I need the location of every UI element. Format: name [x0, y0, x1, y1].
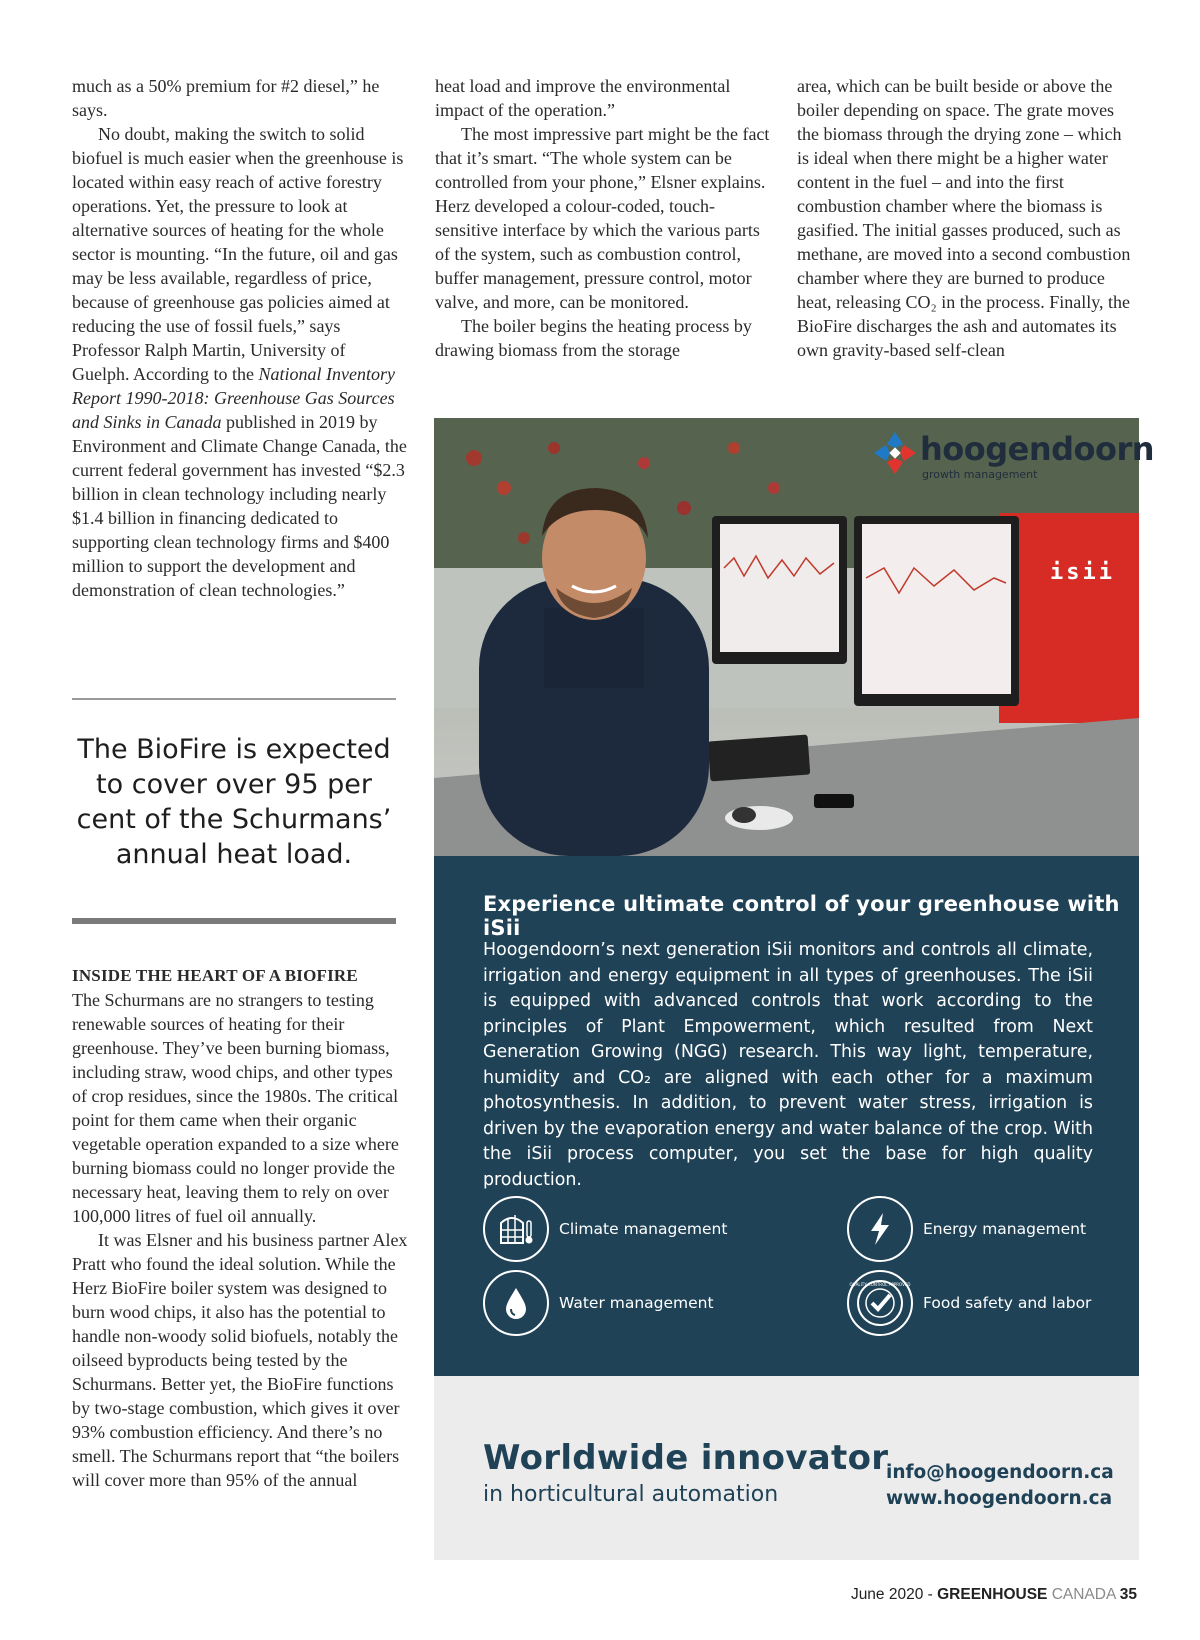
ad-headline: Experience ultimate control of your greenhouse with iSii — [483, 892, 1120, 940]
pullquote-top-rule — [72, 698, 396, 700]
pullquote-bottom-rule — [72, 918, 396, 924]
logo-name: hoogendoorn — [920, 430, 1155, 468]
article-column-3 — [797, 74, 1137, 362]
feature-label: Energy management — [923, 1220, 1087, 1238]
article-column-1 — [72, 74, 407, 602]
pullquote: The BioFire is expected to cover over 95 per cent of the Schurmans’ annual heat load. — [76, 734, 392, 870]
logo-tagline: growth management — [922, 468, 1038, 481]
feature-water — [483, 1270, 714, 1336]
paragraph: heat load and improve the environmental impact of the operation.” — [435, 76, 731, 120]
page-footer — [851, 1586, 1137, 1604]
water-drop-icon — [483, 1270, 549, 1336]
quality-seal-icon — [847, 1270, 913, 1336]
report-title: National Inventory Report 1990-2018: Greenhouse Gas Sources and Sinks in Canada — [72, 364, 395, 432]
isii-brand-mark: isii — [1050, 560, 1115, 585]
hoogendoorn-logo-icon — [872, 430, 918, 476]
footer-date: June 2020 - — [850, 1586, 938, 1603]
ad-info-panel — [434, 856, 1139, 1376]
paragraph: area, which can be built beside or above the boiler depending on space. The grate moves the biomass through the drying zone – which is ideal when there might be a higher water content in the fuel – and into the first combustion chamber where the biomass is gasified. The initial gasses produced, such as methane, are moved into a second combustion chamber where they are burned to produce heat, releasing CO₂ in the process. Finally, the BioFire discharges the ash and automates its own gravity-based self-clean — [797, 76, 1131, 360]
feature-label: Food safety and labor — [923, 1294, 1092, 1312]
greenhouse-thermometer-icon — [483, 1196, 549, 1262]
paragraph: The most impressive part might be the fact that it’s smart. “The whole system can be controlled from your phone,” Elsner explains. Herz developed a colour-coded, touch-sensitive interface by which the various parts of the system, such as combustion control, buffer management, pressure control, motor valve, and more, can be monitored. — [435, 124, 770, 312]
ad-body-text: Hoogendoorn’s next generation iSii monitors and controls all climate, irrigation and energy equipment in all types of greenhouses. The iSii is equipped with advanced controls that work according to the principles of Plant Empowerment, which resulted from Next Generation Growing (NGG) research. This way light, temperature, humidity and CO₂ are aligned with each other for a maximum photosynthesis. In addition, to prevent water stress, irrigation is driven by the evaporation energy and water balance of the crop. With the iSii process computer, you set the base for high quality production. — [483, 940, 1093, 1190]
article-column-1-section — [72, 964, 412, 1492]
footer-magazine-light: CANADA — [1051, 1586, 1116, 1603]
paragraph: much as a 50% premium for #2 diesel,” he says. — [72, 76, 380, 120]
paragraph — [72, 122, 407, 602]
feature-food-safety — [847, 1270, 1091, 1336]
paragraph-text: No doubt, making the switch to solid biofuel is much easier when the greenhouse is located within easy reach of active forestry operations. Yet, the pressure to look at alternative sources of heating for the whole sector is mounting. “In the future, oil and gas may be less available, regardless of price, because of greenhouse gas policies aimed at reducing the use of fossil fuels,” says Professor Ralph Martin, University of Guelph. According to the — [72, 124, 404, 384]
ad-contact-panel — [434, 1376, 1139, 1560]
feature-label: Water management — [559, 1294, 714, 1312]
ad-tagline: Worldwide innovator — [483, 1438, 889, 1478]
feature-climate — [483, 1196, 727, 1262]
ad-photo — [434, 418, 1155, 856]
paragraph: The boiler begins the heating process by drawing biomass from the storage — [435, 316, 752, 360]
contact-email[interactable]: info@hoogendoorn.ca — [886, 1462, 1114, 1483]
paragraph: The Schurmans are no strangers to testing renewable sources of heating for their greenhouse. They’ve been burning biomass, including straw, wood chips, and other types of crop residues, since the 1980s. The critical point for them came when their organic vegetable operation expanded to a size where burning biomass could no longer provide the necessary heat, leaving them to rely on over 100,000 litres of fuel oil annually. — [72, 990, 399, 1226]
footer-magazine-bold: GREENHOUSE — [937, 1586, 1048, 1603]
article-column-2 — [435, 74, 775, 362]
advertisement — [434, 418, 1155, 1560]
photo-scene — [434, 418, 1139, 856]
ad-contact — [886, 1460, 1114, 1512]
feature-energy — [847, 1196, 1086, 1262]
section-heading: INSIDE THE HEART OF A BIOFIRE — [72, 966, 358, 985]
seal-text: QUALITY CONTROL APPROVED — [849, 1282, 911, 1287]
paragraph: It was Elsner and his business partner Alex Pratt who found the ideal solution. While the Herz BioFire boiler system was designed to burn wood chips, it also has the potential to handle non-woody solid biofuels, notably the oilseed byproducts being tested by the Schurmans. Better yet, the BioFire functions by two-stage combustion, which gives it over 93% combustion efficiency. And there’s no smell. The Schurmans report that “the boilers will cover more than 95% of the annual — [72, 1230, 408, 1490]
feature-label: Climate management — [559, 1220, 728, 1238]
ad-tagline-sub: in horticultural automation — [483, 1482, 779, 1507]
contact-website[interactable]: www.hoogendoorn.ca — [886, 1488, 1113, 1509]
page-number: 35 — [1119, 1586, 1137, 1603]
paragraph-text: published in 2019 by Environment and Climate Change Canada, the current federal government has invested “$2.3 billion in clean technology including nearly $1.4 billion in financing dedicated to supporting clean technology firms and $400 million to support the development and demonstration of clean technologies.” — [72, 412, 407, 600]
lightning-icon — [847, 1196, 913, 1262]
